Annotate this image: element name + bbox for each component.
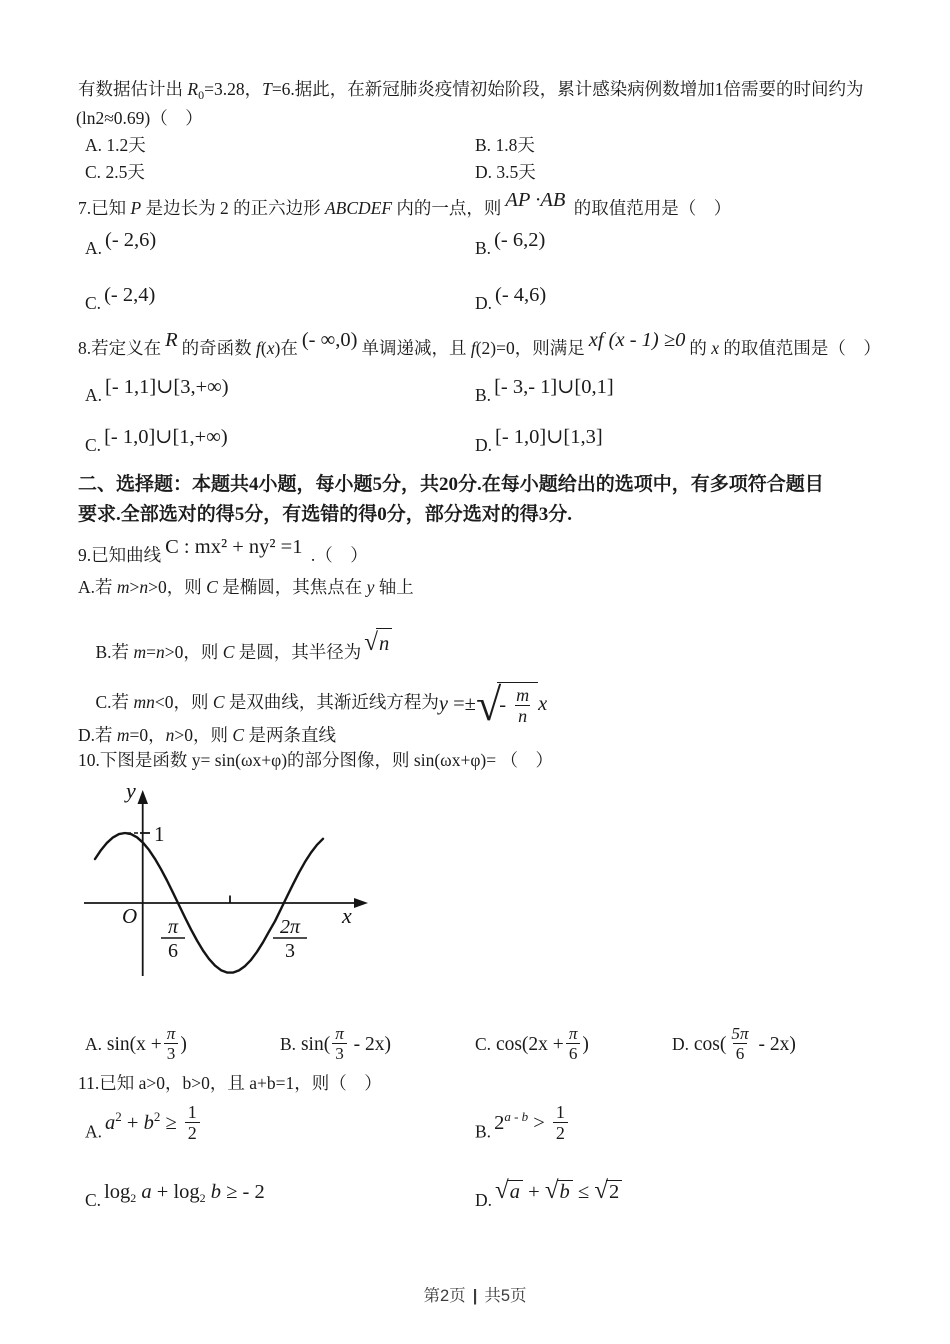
q10-sine-graph — [70, 780, 410, 1015]
q10-option-a — [85, 1026, 187, 1065]
text-part: R — [187, 79, 199, 99]
option-text: 1.8天 — [491, 135, 535, 155]
option-formula: [- 1,0]∪[1,3] — [495, 426, 603, 448]
formula-post: - 2x) — [753, 1034, 796, 1056]
text-part: .（ ） — [306, 545, 368, 565]
text-part: > — [528, 1112, 545, 1135]
q10-option-c — [475, 1026, 589, 1065]
one-half-fraction — [548, 1104, 573, 1145]
text-part: x — [266, 338, 275, 358]
formula-post: ) — [180, 1034, 187, 1056]
option-label: D. — [475, 293, 493, 313]
text-part: 是双曲线，其渐近线方程为 — [224, 692, 439, 713]
denominator: 6 — [566, 1043, 581, 1063]
option-label: C. — [475, 1034, 492, 1055]
q7-option-row-1 — [85, 229, 548, 260]
option-formula — [102, 1109, 180, 1135]
text-part: 2 — [199, 1191, 206, 1205]
text-part: a — [105, 1112, 116, 1135]
fraction — [728, 1024, 751, 1063]
text-part: b — [143, 1112, 154, 1135]
option-formula: [- 1,1]∪[3,+∞) — [105, 376, 229, 398]
footer-separator: | — [472, 1287, 478, 1305]
pi-over-6-denominator: 6 — [168, 940, 178, 962]
option-formula: (- 2,4) — [104, 284, 156, 306]
text-part: >0，则 — [174, 725, 233, 745]
q7-option-b — [475, 229, 548, 260]
text-part: 7.已知 — [78, 198, 131, 218]
page-number: 第2页 — [423, 1287, 466, 1305]
text-part: P — [130, 198, 142, 218]
q9-option-d — [78, 722, 336, 748]
formula-post: - 2x) — [348, 1034, 392, 1056]
text-part: b — [205, 1181, 222, 1203]
q11-option-row-2 — [85, 1177, 625, 1212]
radical-sign: √ — [475, 679, 502, 731]
text-part: > — [129, 577, 140, 597]
option-label: C. — [85, 1190, 102, 1210]
q9-option-a — [78, 574, 414, 600]
numerator: π — [166, 1024, 176, 1043]
q10-option-d — [672, 1026, 796, 1065]
y-tick-label-1: 1 — [154, 822, 165, 846]
text-part: x — [711, 338, 720, 358]
text-part: B.若 — [95, 642, 134, 663]
text-part: = — [146, 642, 156, 663]
q11-option-d — [475, 1177, 625, 1212]
option-label: B. — [475, 385, 492, 405]
numerator: m — [516, 685, 530, 706]
formula-pre: sin( — [296, 1034, 331, 1056]
denominator: n — [515, 705, 530, 726]
option-label: A. — [85, 238, 103, 258]
text-part: f — [256, 338, 261, 358]
option-formula: [- 3,- 1]∪[0,1] — [494, 376, 614, 398]
q8-option-c — [85, 426, 475, 457]
text-part: ≥ — [160, 1112, 177, 1135]
radical-sign: √ — [364, 629, 378, 657]
text-part: 是圆，其半径为 — [234, 642, 362, 663]
text-part: (- ∞,0) — [301, 329, 358, 351]
text-part: 有数据估计出 — [78, 79, 188, 99]
text-part: ( — [260, 338, 267, 358]
2pi-over-3-denominator: 3 — [285, 940, 295, 962]
text-part: ABCDEF — [324, 198, 393, 218]
q11-option-b — [475, 1102, 573, 1153]
text-part: 轴上 — [374, 577, 414, 597]
pi-over-6-numerator: π — [167, 916, 179, 938]
text-part: n — [155, 642, 165, 663]
text-part: C — [212, 692, 225, 713]
text-part: (2)=0，则满足 — [475, 338, 585, 358]
q7-option-d — [475, 284, 549, 315]
option-label: A. — [85, 135, 103, 155]
numerator: π — [568, 1024, 578, 1043]
q8-option-d — [475, 426, 606, 457]
text-part: C — [222, 642, 235, 663]
option-label: A. — [85, 1121, 103, 1142]
text-part: =6.据此，在新冠肺炎疫情初始阶段，累计感染病例数增加1倍需要的时间约为 — [271, 79, 864, 99]
denominator: 3 — [332, 1043, 347, 1063]
radicand — [497, 682, 538, 726]
q8-option-a — [85, 376, 475, 407]
text-part: R — [165, 329, 178, 351]
denominator: 2 — [185, 1122, 200, 1143]
option-label: D. — [672, 1034, 690, 1055]
section2-header-line1: 二、选择题：本题共4小题，每小题5分，共20分.在每小题给出的选项中，有多项符合题目 — [78, 474, 824, 495]
formula-post: ) — [582, 1034, 589, 1056]
text-part: >0，则 — [164, 642, 223, 663]
equals-plusminus: =± — [448, 692, 476, 715]
option-label: A. — [85, 1034, 103, 1055]
q7-option-a — [85, 229, 475, 260]
option-label: B. — [475, 238, 492, 258]
fraction — [185, 1102, 200, 1143]
text-part: + log — [151, 1181, 200, 1203]
option-text — [96, 692, 439, 712]
formula-pre: cos( — [689, 1034, 727, 1056]
origin-label: O — [122, 904, 138, 928]
y-axis-label: y — [126, 780, 136, 803]
text-part: m — [116, 725, 130, 745]
q6-option-a — [85, 132, 475, 157]
q6-stem-line1 — [78, 76, 878, 102]
q10-stem: 10.下图是函数 y= sin(ωx+φ)的部分图像，则 sin(ωx+φ)= （ ） — [78, 750, 553, 770]
text-part: 9.已知曲线 — [78, 545, 162, 565]
text-part: ≥ - 2 — [221, 1181, 265, 1203]
option-label: B. — [475, 1121, 492, 1142]
text-part: 内的一点，则 — [392, 198, 502, 218]
radicand-2: 2 — [606, 1180, 622, 1204]
option-formula — [101, 1181, 268, 1204]
text-part: a - b — [504, 1109, 529, 1125]
option-label: D. — [475, 162, 493, 182]
q10-option-b — [280, 1026, 391, 1065]
text-part: 2 — [115, 1109, 122, 1125]
fraction — [164, 1024, 179, 1063]
text-part: C — [206, 577, 218, 597]
page-total: 共5页 — [484, 1287, 527, 1305]
q6-option-c — [85, 159, 475, 184]
text-part: C : mx² + ny² =1 — [165, 536, 303, 558]
q11-option-row-1 — [85, 1102, 573, 1153]
option-label: C. — [85, 293, 102, 313]
q11-option-a — [85, 1102, 475, 1153]
2pi-over-3-numerator: 2π — [279, 916, 301, 938]
fraction — [332, 1024, 347, 1063]
denominator: 2 — [553, 1122, 568, 1143]
fraction — [553, 1102, 568, 1143]
q9-stem — [78, 536, 368, 571]
text-part: y — [366, 577, 375, 597]
text-part: C.若 — [95, 692, 134, 713]
text-part: n — [165, 725, 175, 745]
radicand-b: b — [557, 1180, 573, 1204]
text-part: D.若 — [78, 725, 117, 745]
option-text: 2.5天 — [101, 162, 145, 182]
numerator: 5π — [731, 1024, 749, 1043]
option-label: C. — [85, 435, 102, 455]
q8-option-b — [475, 376, 617, 407]
text-part: 8.若定义在 — [78, 338, 162, 358]
text-part: 的取值范用是（ ） — [569, 198, 732, 218]
text-part: f — [470, 338, 476, 358]
text-part: 的奇函数 — [181, 338, 257, 358]
text-part: 是两条直线 — [244, 725, 336, 745]
option-label: A. — [85, 385, 103, 405]
option-label: B. — [475, 135, 492, 155]
text-part: m — [116, 577, 130, 597]
radical-sign: √ — [495, 1177, 509, 1204]
q7-option-row-2 — [85, 284, 549, 315]
option-formula — [491, 1109, 548, 1135]
text-part: 的取值范围是（ ） — [719, 338, 881, 358]
q6-option-b — [475, 132, 535, 157]
denominator: 6 — [733, 1043, 748, 1063]
numerator: π — [335, 1024, 344, 1043]
text-part: log — [104, 1181, 131, 1203]
page-footer — [0, 1282, 950, 1306]
plus-sign: + — [523, 1181, 545, 1203]
option-formula: (- 2,6) — [105, 229, 157, 251]
q8-option-row-2 — [85, 426, 606, 457]
x-axis-arrow — [354, 898, 368, 908]
var-y: y — [438, 692, 448, 715]
text-part: n — [139, 577, 149, 597]
text-part: =3.28， — [204, 79, 263, 99]
formula-pre: sin(x + — [102, 1034, 162, 1056]
numerator: 1 — [187, 1102, 197, 1122]
radicand-a: a — [507, 1180, 523, 1204]
text-part: m — [133, 642, 147, 663]
q7-option-c — [85, 284, 475, 315]
option-label: D. — [475, 435, 493, 455]
radical-sign: √ — [544, 1177, 559, 1204]
text-part: 0 — [198, 88, 205, 102]
text-part: AP ·AB — [505, 189, 566, 211]
text-part: a — [136, 1181, 152, 1203]
x-axis-label: x — [342, 903, 352, 928]
option-label: B. — [280, 1034, 297, 1055]
text-part: 单调递减，且 — [361, 338, 471, 358]
text-part: >0，则 — [148, 577, 207, 597]
text-part: 是边长为 2 的正六边形 — [141, 198, 325, 218]
q8-stem — [78, 329, 928, 364]
var-x: x — [538, 692, 548, 715]
text-part: + — [121, 1112, 144, 1135]
numerator: 1 — [555, 1102, 565, 1122]
formula-pre: cos(2x + — [491, 1034, 564, 1056]
q7-stem — [78, 189, 898, 224]
text-part: A.若 — [78, 577, 117, 597]
option-formula: [- 1,0]∪[1,+∞) — [104, 426, 228, 448]
option-formula: (- 4,6) — [495, 284, 547, 306]
text-part: )在 — [274, 338, 298, 358]
leq-sign: ≤ — [572, 1181, 595, 1203]
asymptote-formula — [438, 679, 548, 731]
text-part: 是椭圆，其焦点在 — [217, 577, 367, 597]
fraction — [566, 1024, 581, 1063]
text-part: 2 — [153, 1109, 161, 1125]
minus-sign: - — [499, 694, 512, 717]
section2-header-line2: 要求.全部选对的得5分，有选错的得0分，部分选对的得3分. — [78, 504, 573, 525]
text-part: mn — [133, 692, 155, 713]
option-formula: (- 6,2) — [494, 229, 546, 251]
option-text: 3.5天 — [492, 162, 536, 182]
q11-option-c — [85, 1181, 475, 1212]
text-part: =0， — [129, 725, 166, 745]
text-part: 2 — [130, 1191, 137, 1205]
q6-stem-line2: (ln2≈0.69)（ ） — [76, 108, 203, 128]
option-label: D. — [475, 1190, 493, 1210]
text-part: 2 — [494, 1112, 505, 1135]
text-part: 的 — [689, 338, 712, 358]
one-half-fraction — [180, 1104, 205, 1145]
radicand: n — [376, 628, 392, 660]
option-formula — [492, 1178, 625, 1204]
denominator: 3 — [164, 1043, 179, 1063]
text-part: T — [262, 79, 272, 99]
y-axis-arrow — [138, 790, 149, 804]
text-part: C — [232, 725, 245, 745]
option-label: C. — [85, 162, 102, 182]
q6-option-row-2 — [85, 159, 536, 184]
text-part: <0，则 — [154, 692, 213, 713]
q8-option-row-1 — [85, 376, 617, 407]
option-text: 1.2天 — [102, 135, 146, 155]
q6-option-row-1 — [85, 132, 535, 157]
q11-stem: 11.已知 a>0，b>0，且 a+b=1，则（ ） — [78, 1073, 382, 1093]
q6-option-d — [475, 159, 536, 184]
text-part: xf (x - 1) ≥0 — [588, 329, 686, 351]
radical-sign: √ — [594, 1177, 609, 1204]
m-over-n-fraction — [513, 685, 532, 726]
